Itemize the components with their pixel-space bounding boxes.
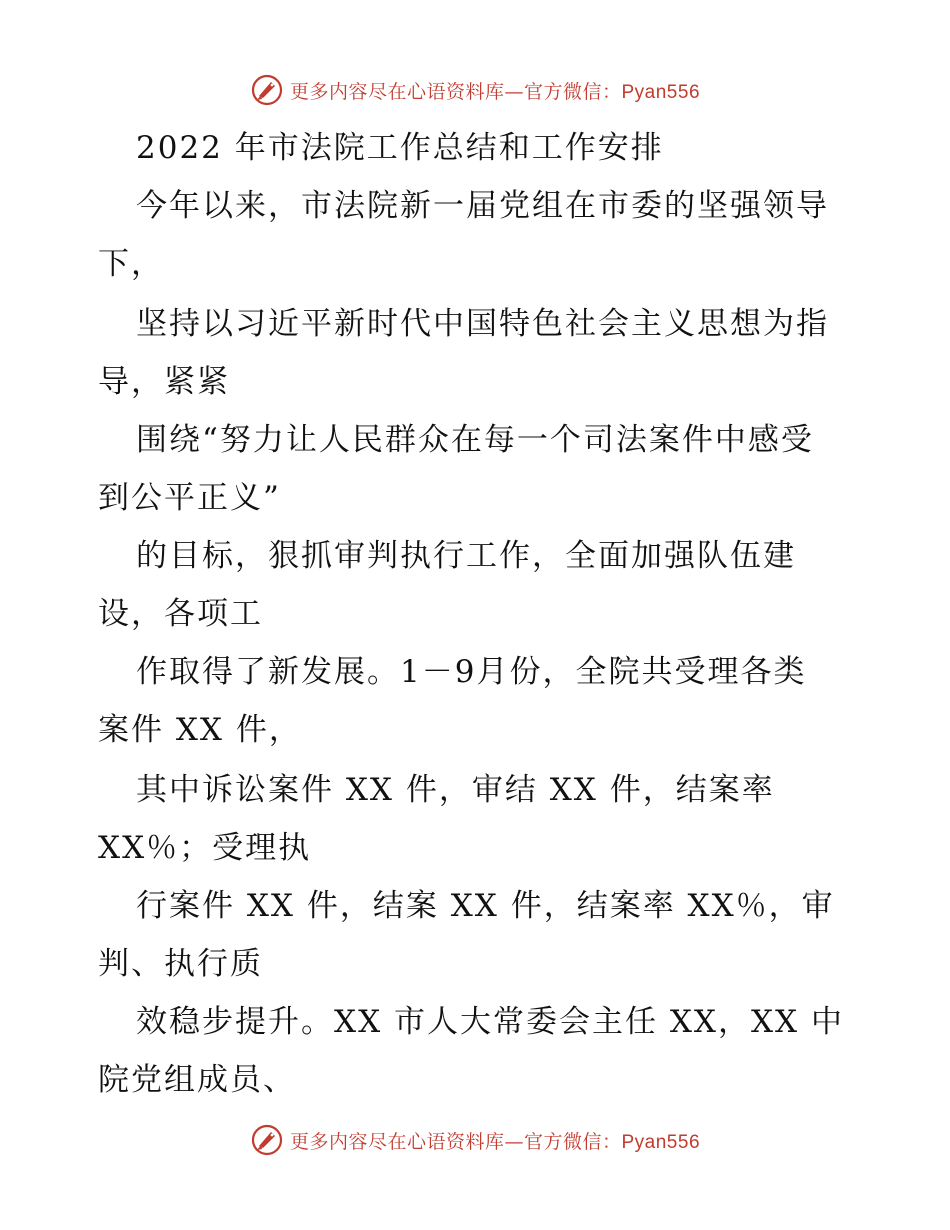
text-line: 院党组成员、 xyxy=(98,1062,296,1098)
text-line: 今年以来，市法院新一届党组在市委的坚强领导 xyxy=(136,188,829,224)
header-banner xyxy=(0,68,950,112)
text-line: 下， xyxy=(98,246,164,282)
footer-banner xyxy=(0,1118,950,1162)
text-line: 到公平正义” xyxy=(98,480,281,516)
text-line: 其中诉讼案件 XX 件，审结 XX 件，结案率 xyxy=(136,772,775,808)
header-banner-content xyxy=(250,73,700,107)
footer-banner-label: 更多内容尽在心语资料库—官方微信： xyxy=(289,1130,622,1153)
text-line: 导，紧紧 xyxy=(98,364,230,400)
text-line: 作取得了新发展。1－9月份，全院共受理各类 xyxy=(136,654,807,690)
footer-banner-text xyxy=(290,1127,700,1154)
text-line: 效稳步提升。XX 市人大常委会主任 XX，XX 中 xyxy=(136,1004,844,1040)
text-line: 判、执行质 xyxy=(98,946,263,982)
header-banner-label: 更多内容尽在心语资料库—官方微信： xyxy=(289,80,622,103)
pen-nib-logo-icon xyxy=(250,1123,284,1157)
text-line: 行案件 XX 件，结案 XX 件，结案率 XX％，审 xyxy=(136,888,835,924)
text-line: 围绕“努力让人民群众在每一个司法案件中感受 xyxy=(136,422,814,458)
text-line: 的目标，狠抓审判执行工作，全面加强队伍建 xyxy=(136,538,796,574)
footer-banner-wechat-id: Pyan556 xyxy=(621,1131,701,1153)
text-line: 设，各项工 xyxy=(98,596,263,632)
text-line: 案件 XX 件， xyxy=(98,712,302,748)
text-line: 坚持以习近平新时代中国特色社会主义思想为指 xyxy=(136,306,829,342)
header-banner-wechat-id: Pyan556 xyxy=(621,81,701,103)
header-banner-text xyxy=(290,77,700,104)
document-title: 2022 年市法院工作总结和工作安排 xyxy=(136,130,664,166)
footer-banner-content xyxy=(250,1123,700,1157)
pen-nib-logo-icon xyxy=(250,73,284,107)
text-line: XX％；受理执 xyxy=(98,830,312,866)
